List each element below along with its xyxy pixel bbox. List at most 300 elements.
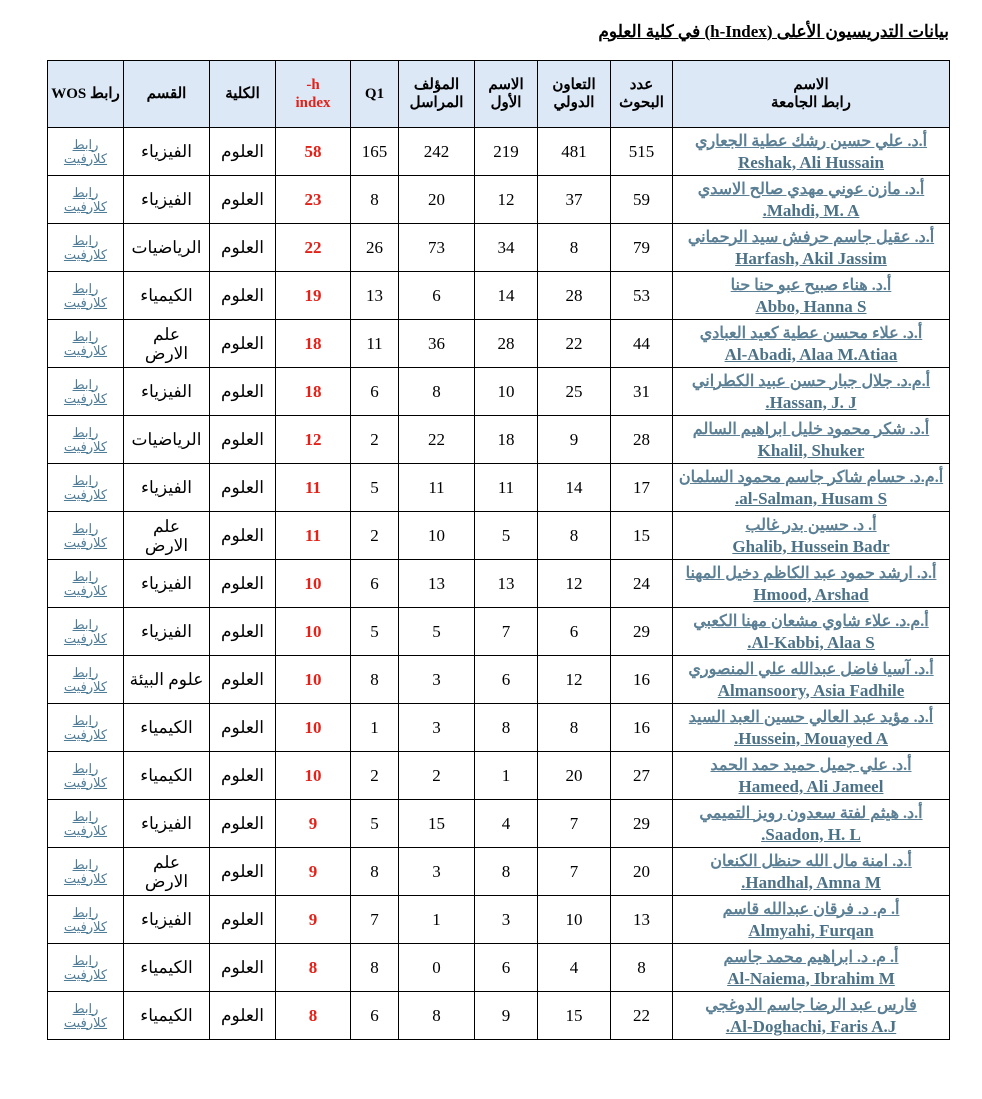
intl-collab-count: 12 [538,656,611,704]
english-name-link[interactable]: Hussein, Mouayed A. [734,728,888,748]
intl-collab-count: 8 [538,512,611,560]
q1-count: 7 [351,896,399,944]
department-cell [124,416,210,464]
clarivate-link-line-2[interactable]: كلارفيت [63,582,108,598]
research-count: 515 [611,128,673,176]
name-cell [673,704,950,752]
corresponding-author-count: 36 [399,320,475,368]
corresponding-author-count: 242 [399,128,475,176]
clarivate-link[interactable]: رابط [72,808,99,824]
first-author-count: 7 [475,608,538,656]
table-row [48,416,950,464]
english-name-link[interactable]: Al-Abadi, Alaa M.Atiaa [724,344,898,364]
department-cell [124,896,210,944]
clarivate-link[interactable]: رابط [72,760,99,776]
intl-collab-count: 15 [538,992,611,1040]
english-name-link[interactable]: Mahdi, M. A. [762,200,860,220]
faculty-table [47,60,950,1040]
research-count: 16 [611,656,673,704]
name-cell [673,752,950,800]
department-line-1: الكيمياء [140,1006,193,1025]
clarivate-link[interactable]: رابط [72,616,99,632]
q1-count: 165 [351,128,399,176]
wos-link-cell [48,320,124,368]
department-cell [124,944,210,992]
corresponding-author-count: 3 [399,848,475,896]
clarivate-link-line-2[interactable]: كلارفيت [63,198,108,214]
research-count: 59 [611,176,673,224]
english-name-link[interactable]: Saadon, H. L. [761,824,861,844]
clarivate-link[interactable]: رابط [72,136,99,152]
wos-link-cell [48,272,124,320]
hindex-value: 8 [276,944,351,992]
department-cell [124,368,210,416]
col-research-header: عدد البحوث [611,61,673,128]
arabic-name-link[interactable]: فارس عبد الرضا جاسم الدوغجي [705,996,917,1014]
name-cell [673,800,950,848]
first-author-count: 8 [475,704,538,752]
table-row [48,656,950,704]
q1-count: 26 [351,224,399,272]
arabic-name-link[interactable]: أ. د. حسين بدر غالب [745,516,877,534]
first-author-count: 18 [475,416,538,464]
arabic-name-link[interactable]: أ.د. علي جميل حميد حمد الحمد [710,756,912,774]
intl-collab-count: 4 [538,944,611,992]
q1-count: 8 [351,656,399,704]
department-cell [124,800,210,848]
clarivate-link-line-2[interactable]: كلارفيت [63,726,108,742]
department-line-1: الفيزياء [141,574,192,593]
clarivate-link-line-2[interactable]: كلارفيت [63,150,108,166]
clarivate-link-line-2[interactable]: كلارفيت [63,246,108,262]
arabic-name-link[interactable]: أ.د. ارشد حمود عبد الكاظم دخيل المهنا [685,564,937,582]
department-cell [124,560,210,608]
table-row [48,704,950,752]
name-cell [673,992,950,1040]
col-dept-header: القسم [124,61,210,128]
clarivate-link[interactable]: رابط [72,424,99,440]
college-cell: العلوم [210,512,276,560]
corresponding-author-count: 11 [399,464,475,512]
corresponding-author-count: 2 [399,752,475,800]
department-cell [124,176,210,224]
name-cell [673,368,950,416]
department-cell [124,992,210,1040]
arabic-name-link[interactable]: أ. م. د. ابراهيم محمد جاسم [723,948,899,966]
clarivate-link-line-2[interactable]: كلارفيت [63,678,108,694]
college-cell: العلوم [210,224,276,272]
intl-collab-count: 9 [538,416,611,464]
q1-count: 6 [351,992,399,1040]
col-first-author-header: الاسم الأول [475,61,538,128]
name-cell [673,656,950,704]
arabic-name-link[interactable]: أ.د. هناء صبيح عبو حنا حنا [730,276,892,294]
research-count: 53 [611,272,673,320]
intl-collab-count: 37 [538,176,611,224]
intl-collab-count: 6 [538,608,611,656]
english-name-link[interactable]: Hassan, J. J. [765,392,857,412]
first-author-count: 34 [475,224,538,272]
corresponding-author-count: 13 [399,560,475,608]
wos-link-cell [48,176,124,224]
corresponding-author-count: 3 [399,704,475,752]
first-author-count: 11 [475,464,538,512]
name-cell [673,560,950,608]
english-name-link[interactable]: Handhal, Amna M. [741,872,881,892]
wos-link-cell [48,752,124,800]
corresponding-author-count: 10 [399,512,475,560]
clarivate-link-line-2[interactable]: كلارفيت [63,390,108,406]
research-count: 20 [611,848,673,896]
col-wos-header: رابط WOS [48,61,124,128]
intl-collab-count: 10 [538,896,611,944]
department-cell [124,272,210,320]
arabic-name-link[interactable]: أ.د. مازن عوني مهدي صالح الاسدي [697,180,925,198]
corresponding-author-count: 20 [399,176,475,224]
research-count: 24 [611,560,673,608]
clarivate-link-line-2[interactable]: كلارفيت [63,1014,108,1030]
wos-link-cell [48,896,124,944]
first-author-count: 10 [475,368,538,416]
clarivate-link[interactable]: رابط [72,520,99,536]
research-count: 27 [611,752,673,800]
intl-collab-count: 25 [538,368,611,416]
q1-count: 2 [351,416,399,464]
research-count: 16 [611,704,673,752]
arabic-name-link[interactable]: أ.د. آسيا فاضل عبدالله علي المنصوري [688,660,934,678]
hindex-value: 12 [276,416,351,464]
college-cell: العلوم [210,944,276,992]
intl-collab-count: 28 [538,272,611,320]
college-cell: العلوم [210,704,276,752]
hindex-value: 9 [276,800,351,848]
clarivate-link[interactable]: رابط [72,376,99,392]
q1-count: 5 [351,608,399,656]
hindex-value: 23 [276,176,351,224]
department-line-2: الارض [144,535,189,555]
wos-link-cell [48,944,124,992]
clarivate-link-line-2[interactable]: كلارفيت [63,534,108,550]
hindex-value: 9 [276,848,351,896]
table-row [48,320,950,368]
english-name-link[interactable]: Almansoory, Asia Fadhile [717,680,905,700]
hindex-value: 11 [276,512,351,560]
arabic-name-link[interactable]: أ.م.د. جلال جبار حسن عبيد الكطراني [691,372,931,390]
department-cell [124,752,210,800]
english-name-link[interactable]: Harfash, Akil Jassim [735,248,887,268]
college-cell: العلوم [210,656,276,704]
name-cell [673,176,950,224]
name-cell [673,416,950,464]
college-cell: العلوم [210,848,276,896]
college-cell: العلوم [210,368,276,416]
english-name-link[interactable]: Khalil, Shuker [757,440,865,460]
corresponding-author-count: 3 [399,656,475,704]
wos-link-cell [48,704,124,752]
table-row [48,128,950,176]
college-cell: العلوم [210,464,276,512]
english-name-link[interactable]: Al-Kabbi, Alaa S. [747,632,875,652]
department-line-1: الكيمياء [140,286,193,305]
department-cell [124,464,210,512]
first-author-count: 5 [475,512,538,560]
arabic-name-link[interactable]: أ.د. شكر محمود خليل ابراهيم السالم [692,420,930,438]
header-row [48,61,950,128]
col-hindex-header: h- index [276,61,351,128]
department-cell [124,320,210,368]
table-row [48,848,950,896]
arabic-name-link[interactable]: أ.د. امنة مال الله حنظل الكنعان [710,852,912,870]
research-count: 8 [611,944,673,992]
wos-link-cell [48,512,124,560]
department-line-1: علوم البيئة [129,670,204,689]
page-title: بيانات التدريسيون الأعلى (h-Index) في كلية العلوم [598,22,949,41]
arabic-name-link[interactable]: أ. م. د. فرقان عبدالله قاسم [722,900,900,918]
arabic-name-link[interactable]: أ.د. مؤيد عبد العالي حسين العبد السيد [688,708,934,726]
intl-collab-count: 20 [538,752,611,800]
hindex-value: 11 [276,464,351,512]
wos-link-cell [48,800,124,848]
clarivate-link-line-2[interactable]: كلارفيت [63,966,108,982]
college-cell: العلوم [210,416,276,464]
table-row [48,560,950,608]
english-name-link[interactable]: Almyahi, Furqan [748,920,874,940]
hindex-value: 18 [276,368,351,416]
clarivate-link-line-2[interactable]: كلارفيت [63,822,108,838]
clarivate-link[interactable]: رابط [72,184,99,200]
clarivate-link-line-2[interactable]: كلارفيت [63,630,108,646]
q1-count: 13 [351,272,399,320]
english-name-link[interactable]: Ghalib, Hussein Badr [732,536,890,556]
department-cell [124,512,210,560]
intl-collab-count: 8 [538,224,611,272]
department-line-1: علم [152,516,181,536]
col-name-header: الاسم رابط الجامعة [673,61,950,128]
corresponding-author-count: 15 [399,800,475,848]
first-author-count: 219 [475,128,538,176]
clarivate-link-line-2[interactable]: كلارفيت [63,438,108,454]
table-row [48,176,950,224]
college-cell: العلوم [210,320,276,368]
english-name-link[interactable]: Al-Doghachi, Faris A.J. [725,1016,897,1036]
wos-link-cell [48,128,124,176]
clarivate-link[interactable]: رابط [72,328,99,344]
college-cell: العلوم [210,800,276,848]
table-row [48,608,950,656]
q1-count: 1 [351,704,399,752]
q1-count: 5 [351,800,399,848]
table-row [48,944,950,992]
first-author-count: 12 [475,176,538,224]
college-cell: العلوم [210,896,276,944]
first-author-count: 4 [475,800,538,848]
college-cell: العلوم [210,752,276,800]
clarivate-link[interactable]: رابط [72,904,99,920]
arabic-name-link[interactable]: أ.د. علي حسين رشك عطية الجعاري [694,132,928,150]
research-count: 22 [611,992,673,1040]
intl-collab-count: 22 [538,320,611,368]
hindex-value: 10 [276,752,351,800]
english-name-link[interactable]: Al-Naiema, Ibrahim M [727,968,895,988]
hindex-value: 10 [276,560,351,608]
department-line-1: الفيزياء [141,142,192,161]
research-count: 29 [611,608,673,656]
corresponding-author-count: 8 [399,992,475,1040]
first-author-count: 6 [475,944,538,992]
research-count: 79 [611,224,673,272]
department-line-1: الفيزياء [141,382,192,401]
corresponding-author-count: 6 [399,272,475,320]
corresponding-author-count: 0 [399,944,475,992]
q1-count: 2 [351,752,399,800]
first-author-count: 13 [475,560,538,608]
intl-collab-count: 7 [538,848,611,896]
college-cell: العلوم [210,560,276,608]
department-line-1: الكيمياء [140,718,193,737]
department-line-1: علم [152,324,181,344]
department-line-1: علم [152,852,181,872]
intl-collab-count: 14 [538,464,611,512]
name-cell [673,944,950,992]
college-cell: العلوم [210,608,276,656]
research-count: 29 [611,800,673,848]
hindex-value: 10 [276,656,351,704]
wos-link-cell [48,368,124,416]
q1-count: 5 [351,464,399,512]
hindex-value: 10 [276,704,351,752]
arabic-name-link[interactable]: أ.م.د. علاء شاوي مشعان مهنا الكعبي [693,612,929,630]
department-line-1: الفيزياء [141,190,192,209]
intl-collab-count: 8 [538,704,611,752]
hindex-value: 19 [276,272,351,320]
hindex-value: 9 [276,896,351,944]
department-line-2: الارض [144,343,189,363]
department-cell [124,128,210,176]
research-count: 31 [611,368,673,416]
clarivate-link[interactable]: رابط [72,232,99,248]
name-cell [673,512,950,560]
hindex-value: 8 [276,992,351,1040]
department-cell [124,704,210,752]
col-intl-header: التعاون الدولي [538,61,611,128]
corresponding-author-count: 8 [399,368,475,416]
clarivate-link[interactable]: رابط [72,712,99,728]
wos-link-cell [48,656,124,704]
q1-count: 8 [351,944,399,992]
wos-link-cell [48,224,124,272]
clarivate-link-line-2[interactable]: كلارفيت [63,774,108,790]
wos-link-cell [48,848,124,896]
department-line-1: الفيزياء [141,478,192,497]
arabic-name-link[interactable]: أ.د. عقيل جاسم حرفش سيد الرحماني [687,228,935,246]
first-author-count: 8 [475,848,538,896]
clarivate-link[interactable]: رابط [72,568,99,584]
intl-collab-count: 7 [538,800,611,848]
research-count: 28 [611,416,673,464]
clarivate-link[interactable]: رابط [72,1000,99,1016]
arabic-name-link[interactable]: أ.م.د. حسام شاكر جاسم محمود السلمان [678,468,944,486]
name-cell [673,128,950,176]
corresponding-author-count: 73 [399,224,475,272]
first-author-count: 28 [475,320,538,368]
hindex-value: 18 [276,320,351,368]
table-row [48,464,950,512]
department-line-1: الفيزياء [141,910,192,929]
first-author-count: 3 [475,896,538,944]
table-row [48,272,950,320]
table-row [48,896,950,944]
english-name-link[interactable]: Reshak, Ali Hussain [738,152,884,172]
department-cell [124,848,210,896]
wos-link-cell [48,416,124,464]
research-count: 44 [611,320,673,368]
corresponding-author-count: 22 [399,416,475,464]
name-cell [673,848,950,896]
q1-count: 6 [351,368,399,416]
clarivate-link[interactable]: رابط [72,280,99,296]
q1-count: 11 [351,320,399,368]
english-name-link[interactable]: al-Salman, Husam S. [734,488,888,508]
first-author-count: 14 [475,272,538,320]
table-row [48,800,950,848]
arabic-name-link[interactable]: أ.د. علاء محسن عطية كعيد العبادي [699,324,923,342]
clarivate-link-line-2[interactable]: كلارفيت [63,342,108,358]
name-cell [673,464,950,512]
wos-link-cell [48,992,124,1040]
arabic-name-link[interactable]: أ.د. هيثم لفتة سعدون رويز التميمي [699,804,923,822]
wos-link-cell [48,560,124,608]
english-name-link[interactable]: Abbo, Hanna S [755,296,867,316]
table-row [48,224,950,272]
college-cell: العلوم [210,128,276,176]
research-count: 13 [611,896,673,944]
department-line-2: الارض [144,871,189,891]
col-college-header: الكلية [210,61,276,128]
research-count: 15 [611,512,673,560]
college-cell: العلوم [210,992,276,1040]
q1-count: 2 [351,512,399,560]
english-name-link[interactable]: Hmood, Arshad [753,584,869,604]
corresponding-author-count: 1 [399,896,475,944]
clarivate-link[interactable]: رابط [72,664,99,680]
first-author-count: 1 [475,752,538,800]
college-cell: العلوم [210,176,276,224]
department-line-1: الكيمياء [140,958,193,977]
college-cell: العلوم [210,272,276,320]
department-line-1: الفيزياء [141,622,192,641]
clarivate-link-line-2[interactable]: كلارفيت [63,294,108,310]
clarivate-link[interactable]: رابط [72,472,99,488]
name-cell [673,224,950,272]
name-cell [673,272,950,320]
clarivate-link-line-2[interactable]: كلارفيت [63,870,108,886]
department-line-1: الفيزياء [141,814,192,833]
name-cell [673,896,950,944]
q1-count: 8 [351,848,399,896]
department-line-1: الرياضيات [131,238,202,257]
clarivate-link[interactable]: رابط [72,952,99,968]
intl-collab-count: 481 [538,128,611,176]
department-cell [124,656,210,704]
department-cell [124,224,210,272]
clarivate-link-line-2[interactable]: كلارفيت [63,486,108,502]
wos-link-cell [48,608,124,656]
clarivate-link[interactable]: رابط [72,856,99,872]
corresponding-author-count: 5 [399,608,475,656]
english-name-link[interactable]: Hameed, Ali Jameel [738,776,884,796]
clarivate-link-line-2[interactable]: كلارفيت [63,918,108,934]
col-corresponding-header: المؤلف المراسل [399,61,475,128]
